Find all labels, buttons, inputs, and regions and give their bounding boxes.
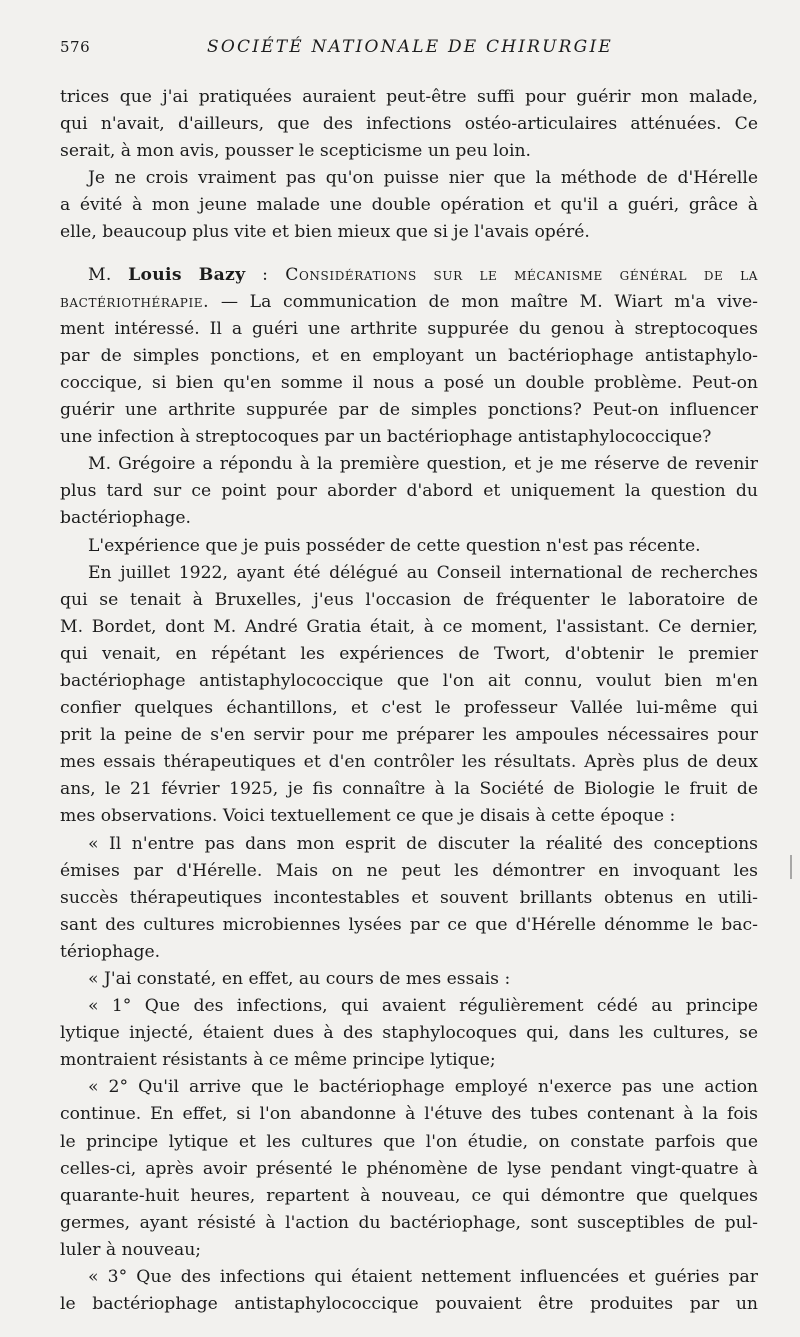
text-line: En juillet 1922, ayant été délégué au Conseil international de recherches <box>88 562 758 583</box>
text-line: celles-ci, après avoir présenté le phénomène de lyse pendant vingt-quatre à <box>60 1158 758 1179</box>
author-name: Louis Bazy <box>128 264 246 285</box>
text-line: tériophage. <box>60 941 161 962</box>
running-title: SOCIÉTÉ NATIONALE DE CHIRURGIE <box>207 37 613 57</box>
author-prefix: M. <box>88 264 129 285</box>
text-line: trices que j'ai pratiquées auraient peut-être suffi pour guérir mon malade, <box>60 87 758 107</box>
text-line: « Il n'entre pas dans mon esprit de discuter la réalité des conceptions <box>88 833 758 854</box>
quote-paragraph <box>60 993 758 1074</box>
text-line: émises par d'Hérelle. Mais on ne peut les démontrer en invoquant les <box>60 860 758 881</box>
body-text <box>60 84 758 1318</box>
text-line: M. Bordet, dont M. André Gratia était, à ce moment, l'assistant. Ce dernier, <box>60 616 758 637</box>
text-line: une infection à streptocoques par un bactériophage antistaphylococcique? <box>60 427 712 448</box>
text-line: coccique, si bien qu'en somme il nous a posé un double problème. Peut-on <box>60 372 758 393</box>
section-heading-line <box>60 262 758 289</box>
page-header <box>60 38 760 64</box>
quote-paragraph <box>60 831 758 966</box>
text-line: succès thérapeutiques incontestables et souvent brillants obtenus en utili- <box>60 887 758 908</box>
text-line: quarante-huit heures, repartent à nouveau, ce qui démontre que quelques <box>60 1185 758 1206</box>
text-line: « 1° Que des infections, qui avaient régulièrement cédé au principe <box>88 996 758 1017</box>
page-number: 576 <box>60 38 91 56</box>
section-title: : Considérations sur le mécanisme général de la <box>245 264 758 285</box>
section-title-cont: bactériothérapie. <box>60 291 210 312</box>
text-line: prit la peine de s'en servir pour me préparer les ampoules nécessaires pour <box>60 725 758 746</box>
text-line: elle, beaucoup plus vite et bien mieux que si je l'avais opéré. <box>60 222 590 243</box>
quote-paragraph <box>60 1264 758 1318</box>
text-line: confier quelques échantillons, et c'est le professeur Vallée lui-même qui <box>60 698 758 719</box>
text-line: luler à nouveau; <box>60 1239 202 1260</box>
text-line: lytique injecté, étaient dues à des staphylocoques qui, dans les cultures, se <box>60 1023 758 1044</box>
text-line: le bactériophage antistaphylococcique pouvaient être produites par un <box>60 1294 758 1315</box>
text-line: mes observations. Voici textuellement ce que je disais à cette époque : <box>60 806 676 827</box>
text-line: a évité à mon jeune malade une double opération et qu'il a guéri, grâce à <box>60 195 758 216</box>
quote-paragraph <box>60 966 758 993</box>
text-line: Je ne crois vraiment pas qu'on puisse nier que la méthode de d'Hérelle <box>88 168 758 189</box>
section-paragraph <box>60 262 758 452</box>
text-line: germes, ayant résisté à l'action du bactériophage, sont susceptibles de pul- <box>60 1212 758 1233</box>
text-line: montraient résistants à ce même principe lytique; <box>60 1050 496 1071</box>
text-line: L'expérience que je puis posséder de cette question n'est pas récente. <box>88 535 701 556</box>
text-line: guérir une arthrite suppurée par de simples ponctions? Peut-on influencer <box>60 400 758 421</box>
section-text: — La communication de mon maître M. Wiart m'a vive- <box>209 291 758 312</box>
margin-mark <box>790 855 792 879</box>
text-line: bactériophage antistaphylococcique que l'on ait connu, voulut bien m'en <box>60 670 758 691</box>
paragraph <box>60 84 758 165</box>
text-line: plus tard sur ce point pour aborder d'abord et uniquement la question du <box>60 481 758 502</box>
text-line: qui venait, en répétant les expériences de Twort, d'obtenir le premier <box>60 643 758 664</box>
text-line: qui se tenait à Bruxelles, j'eus l'occasion de fréquenter le laboratoire de <box>60 589 758 610</box>
paragraph <box>60 165 758 246</box>
text-line: « J'ai constaté, en effet, au cours de mes essais : <box>88 969 511 989</box>
text-line <box>60 289 758 316</box>
paragraph <box>60 560 758 831</box>
text-line: ment intéressé. Il a guéri une arthrite suppurée du genou à streptocoques <box>60 318 758 339</box>
text-line: continue. En effet, si l'on abandonne à l'étuve des tubes contenant à la fois <box>60 1104 758 1125</box>
paragraph <box>60 533 758 560</box>
text-line: sant des cultures microbiennes lysées par ce que d'Hérelle dénomme le bac- <box>60 914 758 935</box>
quote-paragraph <box>60 1074 758 1264</box>
text-line: par de simples ponctions, et en employant un bactériophage antistaphylo- <box>60 345 758 366</box>
text-line: bactériophage. <box>60 508 191 529</box>
text-line: « 3° Que des infections qui étaient nettement influencées et guéries par <box>88 1267 758 1288</box>
text-line: « 2° Qu'il arrive que le bactériophage employé n'exerce pas une action <box>88 1077 758 1098</box>
text-line: M. Grégoire a répondu à la première question, et je me réserve de revenir <box>88 454 758 475</box>
paragraph <box>60 451 758 532</box>
text-line: mes essais thérapeutiques et d'en contrôler les résultats. Après plus de deux <box>60 752 758 773</box>
text-line: qui n'avait, d'ailleurs, que des infections ostéo-articulaires atténuées. Ce <box>60 114 758 135</box>
text-line: ans, le 21 février 1925, je fis connaître à la Société de Biologie le fruit de <box>60 779 758 800</box>
text-line: le principe lytique et les cultures que l'on étudie, on constate parfois que <box>60 1131 758 1152</box>
text-line: serait, à mon avis, pousser le scepticisme un peu loin. <box>60 141 532 162</box>
